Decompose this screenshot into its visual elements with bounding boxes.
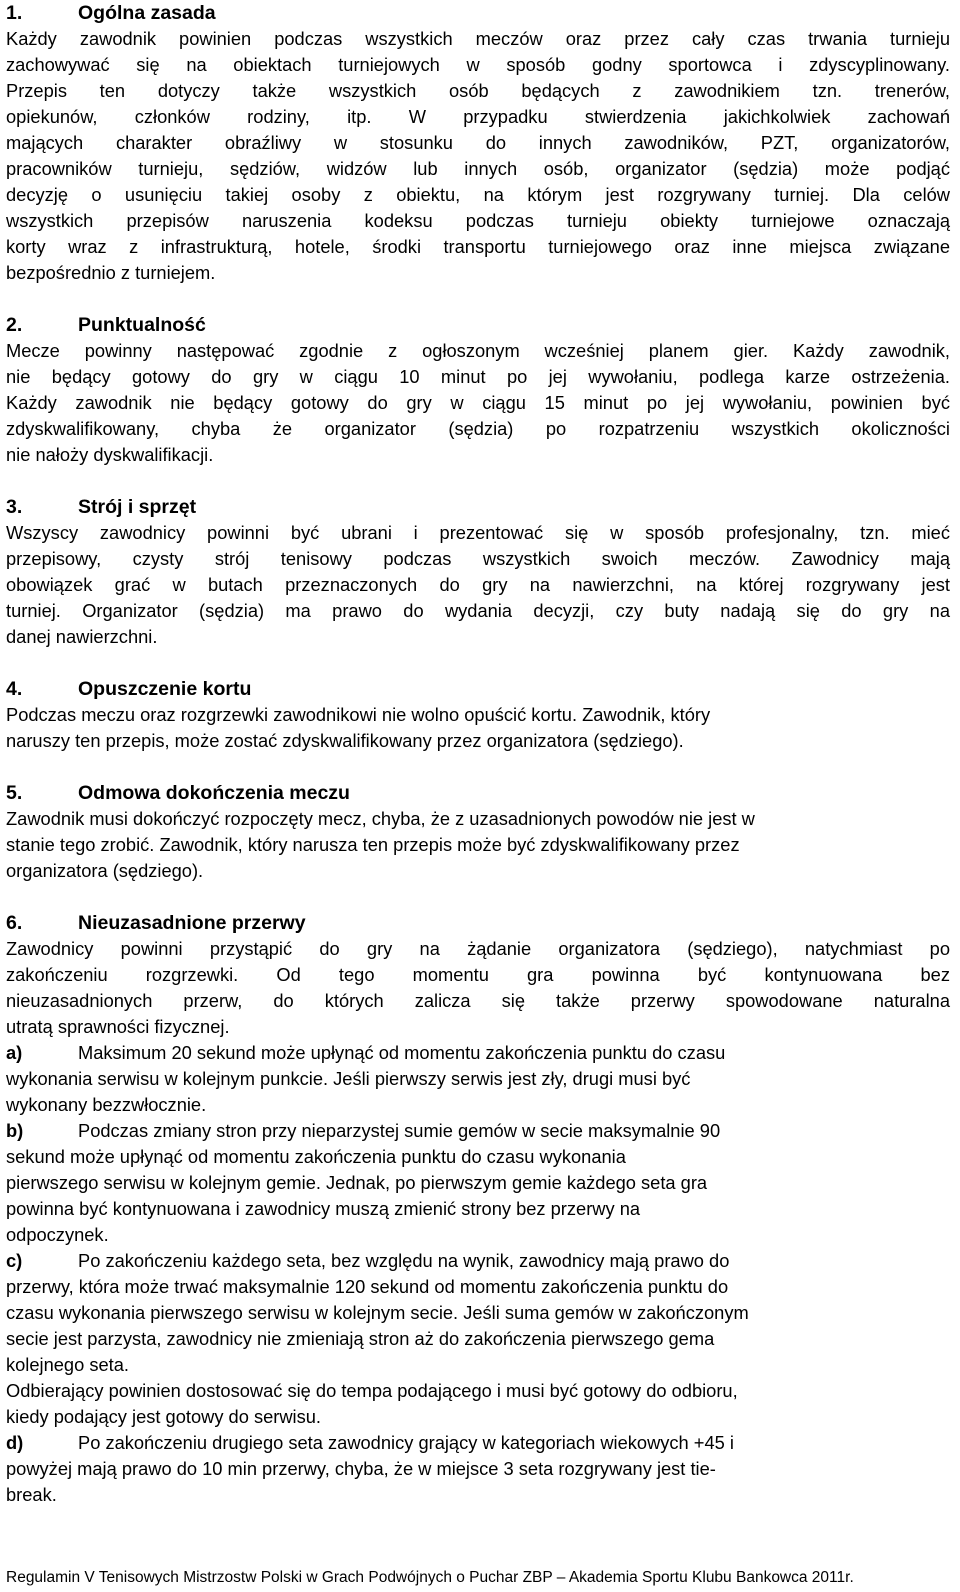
paragraph-line: odpoczynek. xyxy=(6,1224,109,1245)
list-item-text: Maksimum 20 sekund może upłynąć od momentu zakończenia punktu do czasu xyxy=(78,1042,726,1063)
paragraph-line: mających charakter obraźliwy w stosunku do innych zawodników, PZT, organizatorów, xyxy=(6,132,950,153)
section-4 xyxy=(6,676,950,754)
paragraph-line: Przepis ten dotyczy także wszystkich osób będących z zawodnikiem tzn. trenerów, xyxy=(6,80,950,101)
paragraph-line: Każdy zawodnik nie będący gotowy do gry w ciągu 15 minut po jej wywołaniu, powinien być xyxy=(6,392,950,413)
paragraph-line: zakończeniu rozgrzewki. Od tego momentu gra powinna być kontynuowana bez xyxy=(6,964,950,985)
list-item-text: Podczas zmiany stron przy nieparzystej sumie gemów w secie maksymalnie 90 xyxy=(78,1120,721,1141)
list-item-first-line xyxy=(6,1430,950,1456)
section-3 xyxy=(6,494,950,650)
paragraph-line: pracowników turnieju, sędziów, widzów lub innych osób, organizator (sędzia) może podjąć xyxy=(6,158,950,179)
paragraph-line: wykonania serwisu w kolejnym punkcie. Jeśli pierwszy serwis jest zły, drugi musi być xyxy=(6,1068,691,1089)
list-item-letter: a) xyxy=(6,1042,23,1063)
section-1 xyxy=(6,0,950,286)
list-item-b xyxy=(6,1118,950,1248)
paragraph-line: organizatora (sędziego). xyxy=(6,860,204,881)
paragraph-line: Mecze powinny następować zgodnie z ogłoszonym wcześniej planem gier. Każdy zawodnik, xyxy=(6,340,950,361)
paragraph-line: wszystkich przepisów naruszenia kodeksu podczas turnieju obiekty turniejowe oznaczają xyxy=(6,210,950,231)
paragraph-line: danej nawierzchni. xyxy=(6,626,158,647)
paragraph-line: break. xyxy=(6,1484,57,1505)
list-item-a xyxy=(6,1040,950,1118)
paragraph-line: sekund może upłynąć od momentu zakończenia punktu do czasu wykonania xyxy=(6,1146,626,1167)
list-item-first-line xyxy=(6,1248,950,1274)
paragraph-line: Zawodnik musi dokończyć rozpoczęty mecz, chyba, że z uzasadnionych powodów nie jest w xyxy=(6,808,755,829)
section-number: 3. xyxy=(6,496,23,518)
section-title: Punktualność xyxy=(78,314,206,336)
paragraph-line: Podczas meczu oraz rozgrzewki zawodnikowi nie wolno opuścić kortu. Zawodnik, który xyxy=(6,704,711,725)
paragraph-line: decyzję o usunięciu takiej osoby z obiektu, na którym jest rozgrywany turniej. Dla celów xyxy=(6,184,950,205)
paragraph-line: pierwszego serwisu w kolejnym gemie. Jednak, po pierwszym gemie każdego seta gra xyxy=(6,1172,708,1193)
paragraph-line: Wszyscy zawodnicy powinni być ubrani i prezentować się w sposób profesjonalny, tzn. mieć xyxy=(6,522,950,543)
paragraph-line: powyżej mają prawo do 10 min przerwy, chyba, że w miejsce 3 seta rozgrywany jest tie- xyxy=(6,1458,716,1479)
section-number: 2. xyxy=(6,314,23,336)
list-item-first-line xyxy=(6,1118,950,1144)
paragraph-line: wykonany bezzwłocznie. xyxy=(6,1094,207,1115)
paragraph-line: naruszy ten przepis, może zostać zdyskwalifikowany przez organizatora (sędziego). xyxy=(6,730,684,751)
list-item-first-line xyxy=(6,1040,950,1066)
list-item-text: Po zakończeniu drugiego seta zawodnicy grający w kategoriach wiekowych +45 i xyxy=(78,1432,734,1453)
paragraph-line: turniej. Organizator (sędzia) ma prawo do wydania decyzji, czy buty nadają się do gry na xyxy=(6,600,950,621)
paragraph-line: nie będący gotowy do gry w ciągu 10 minut po jej wywołaniu, podlega karze ostrzeżenia. xyxy=(6,366,950,387)
paragraph-line: kolejnego seta. xyxy=(6,1354,129,1375)
section-heading xyxy=(6,676,950,702)
paragraph-line: Odbierający powinien dostosować się do tempa podającego i musi być gotowy do odbioru, xyxy=(6,1380,738,1401)
paragraph-line: czasu wykonania pierwszego serwisu w kolejnym secie. Jeśli suma gemów w zakończonym xyxy=(6,1302,749,1323)
section-number: 6. xyxy=(6,912,23,934)
paragraph-line: korty wraz z infrastrukturą, hotele, środki transportu turniejowego oraz inne miejsca związane xyxy=(6,236,950,257)
paragraph-line: nie nałoży dyskwalifikacji. xyxy=(6,444,214,465)
list-item-c xyxy=(6,1248,950,1430)
paragraph-line: przepisowy, czysty strój tenisowy podczas wszystkich swoich meczów. Zawodnicy mają xyxy=(6,548,950,569)
section-6 xyxy=(6,910,950,1508)
list-item-letter: c) xyxy=(6,1250,23,1271)
section-number: 5. xyxy=(6,782,23,804)
section-heading xyxy=(6,494,950,520)
section-number: 1. xyxy=(6,2,23,24)
section-title: Nieuzasadnione przerwy xyxy=(78,912,306,934)
page-footer: Regulamin V Tenisowych Mistrzostw Polski w Grach Podwójnych o Puchar ZBP – Akademia Sportu Klubu Bankowca 2011r. xyxy=(6,1569,854,1586)
paragraph-line: nieuzasadnionych przerw, do których zalicza się także przerwy spowodowane naturalna xyxy=(6,990,950,1011)
section-title: Ogólna zasada xyxy=(78,2,216,24)
paragraph-line: stanie tego zrobić. Zawodnik, który narusza ten przepis może być zdyskwalifikowany przez xyxy=(6,834,740,855)
paragraph-line: bezpośrednio z turniejem. xyxy=(6,262,216,283)
paragraph-line: zdyskwalifikowany, chyba że organizator (sędzia) po rozpatrzeniu wszystkich okoliczności xyxy=(6,418,950,439)
section-title: Odmowa dokończenia meczu xyxy=(78,782,350,804)
paragraph-line: obowiązek grać w butach przeznaczonych do gry na nawierzchni, na której rozgrywany jest xyxy=(6,574,950,595)
section-2 xyxy=(6,312,950,468)
section-title: Opuszczenie kortu xyxy=(78,678,252,700)
list-item-text: Po zakończeniu każdego seta, bez względu na wynik, zawodnicy mają prawo do xyxy=(78,1250,730,1271)
list-item-d xyxy=(6,1430,950,1508)
paragraph-line: secie jest parzysta, zawodnicy nie zmieniają stron aż do zakończenia pierwszego gema xyxy=(6,1328,715,1349)
section-heading xyxy=(6,312,950,338)
section-heading xyxy=(6,0,950,26)
list-item-letter: b) xyxy=(6,1120,24,1141)
section-number: 4. xyxy=(6,678,23,700)
list-item-letter: d) xyxy=(6,1432,24,1453)
paragraph-line: utratą sprawności fizycznej. xyxy=(6,1016,230,1037)
paragraph-line: Zawodnicy powinni przystąpić do gry na żądanie organizatora (sędziego), natychmiast po xyxy=(6,938,950,959)
paragraph-line: przerwy, która może trwać maksymalnie 120 sekund od momentu zakończenia punktu do xyxy=(6,1276,729,1297)
section-heading xyxy=(6,780,950,806)
section-title: Strój i sprzęt xyxy=(78,496,197,518)
paragraph-line: powinna być kontynuowana i zawodnicy muszą zmienić strony bez przerwy na xyxy=(6,1198,641,1219)
section-5 xyxy=(6,780,950,884)
paragraph-line: opiekunów, członków rodziny, itp. W przypadku stwierdzenia jakichkolwiek zachowań xyxy=(6,106,950,127)
paragraph-line: Każdy zawodnik powinien podczas wszystkich meczów oraz przez cały czas trwania turnieju xyxy=(6,28,950,49)
document-page xyxy=(6,0,950,1508)
paragraph-line: zachowywać się na obiektach turniejowych w sposób godny sportowca i zdyscyplinowany. xyxy=(6,54,950,75)
paragraph-line: kiedy podający jest gotowy do serwisu. xyxy=(6,1406,322,1427)
section-heading xyxy=(6,910,950,936)
